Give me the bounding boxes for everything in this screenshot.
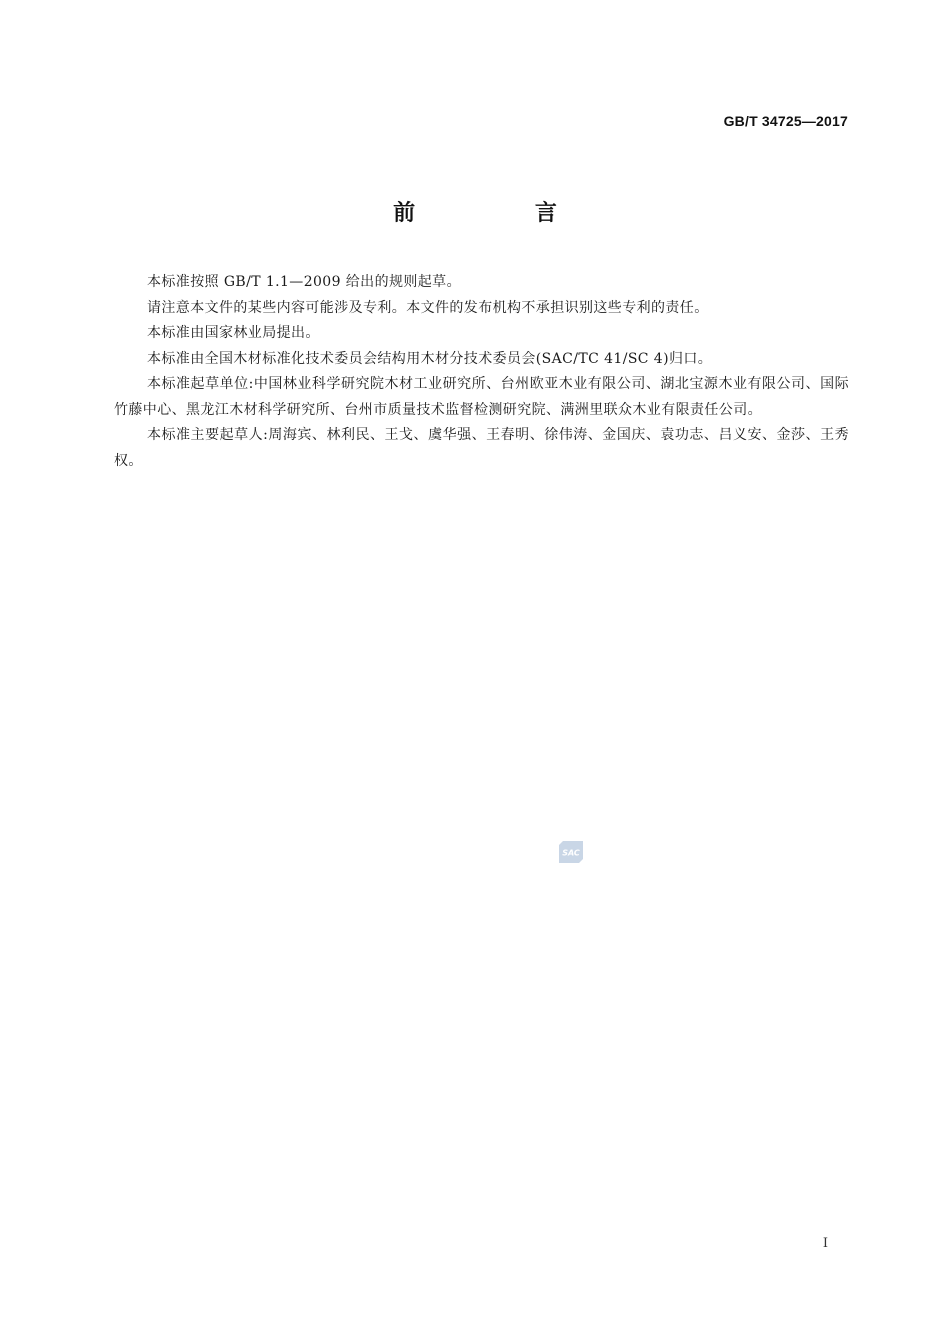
paragraph-drafting-organizations: 本标准起草单位:中国林业科学研究院木材工业研究所、台州欧亚木业有限公司、湖北宝源木业有限公司、国际竹藤中心、黑龙江木材科学研究所、台州市质量技术监督检测研究院、满洲里联众木业有限责任公司。 xyxy=(114,376,849,418)
sac-watermark-logo xyxy=(558,840,584,864)
foreword-content xyxy=(114,270,849,474)
paragraph-technical-committee: 本标准由全国木材标准化技术委员会结构用木材分技术委员会(SAC/TC 41/SC 4)归口。 xyxy=(147,350,713,367)
paragraph-patent-notice: 请注意本文件的某些内容可能涉及专利。本文件的发布机构不承担识别这些专利的责任。 xyxy=(147,299,709,316)
svg-text:SAC: SAC xyxy=(562,848,580,858)
page-title: 前 言 xyxy=(393,201,613,226)
page-number: I xyxy=(822,1236,828,1251)
paragraph-drafting-rules: 本标准按照 GB/T 1.1—2009 给出的规则起草。 xyxy=(147,274,461,290)
paragraph-drafters: 本标准主要起草人:周海宾、林利民、王戈、虞华强、王春明、徐伟涛、金国庆、袁功志、吕义安、金莎、王秀权。 xyxy=(114,427,849,469)
standard-number: GB/T 34725—2017 xyxy=(723,113,848,129)
sac-logo-icon xyxy=(558,840,584,864)
paragraph-proposer: 本标准由国家林业局提出。 xyxy=(147,325,320,341)
